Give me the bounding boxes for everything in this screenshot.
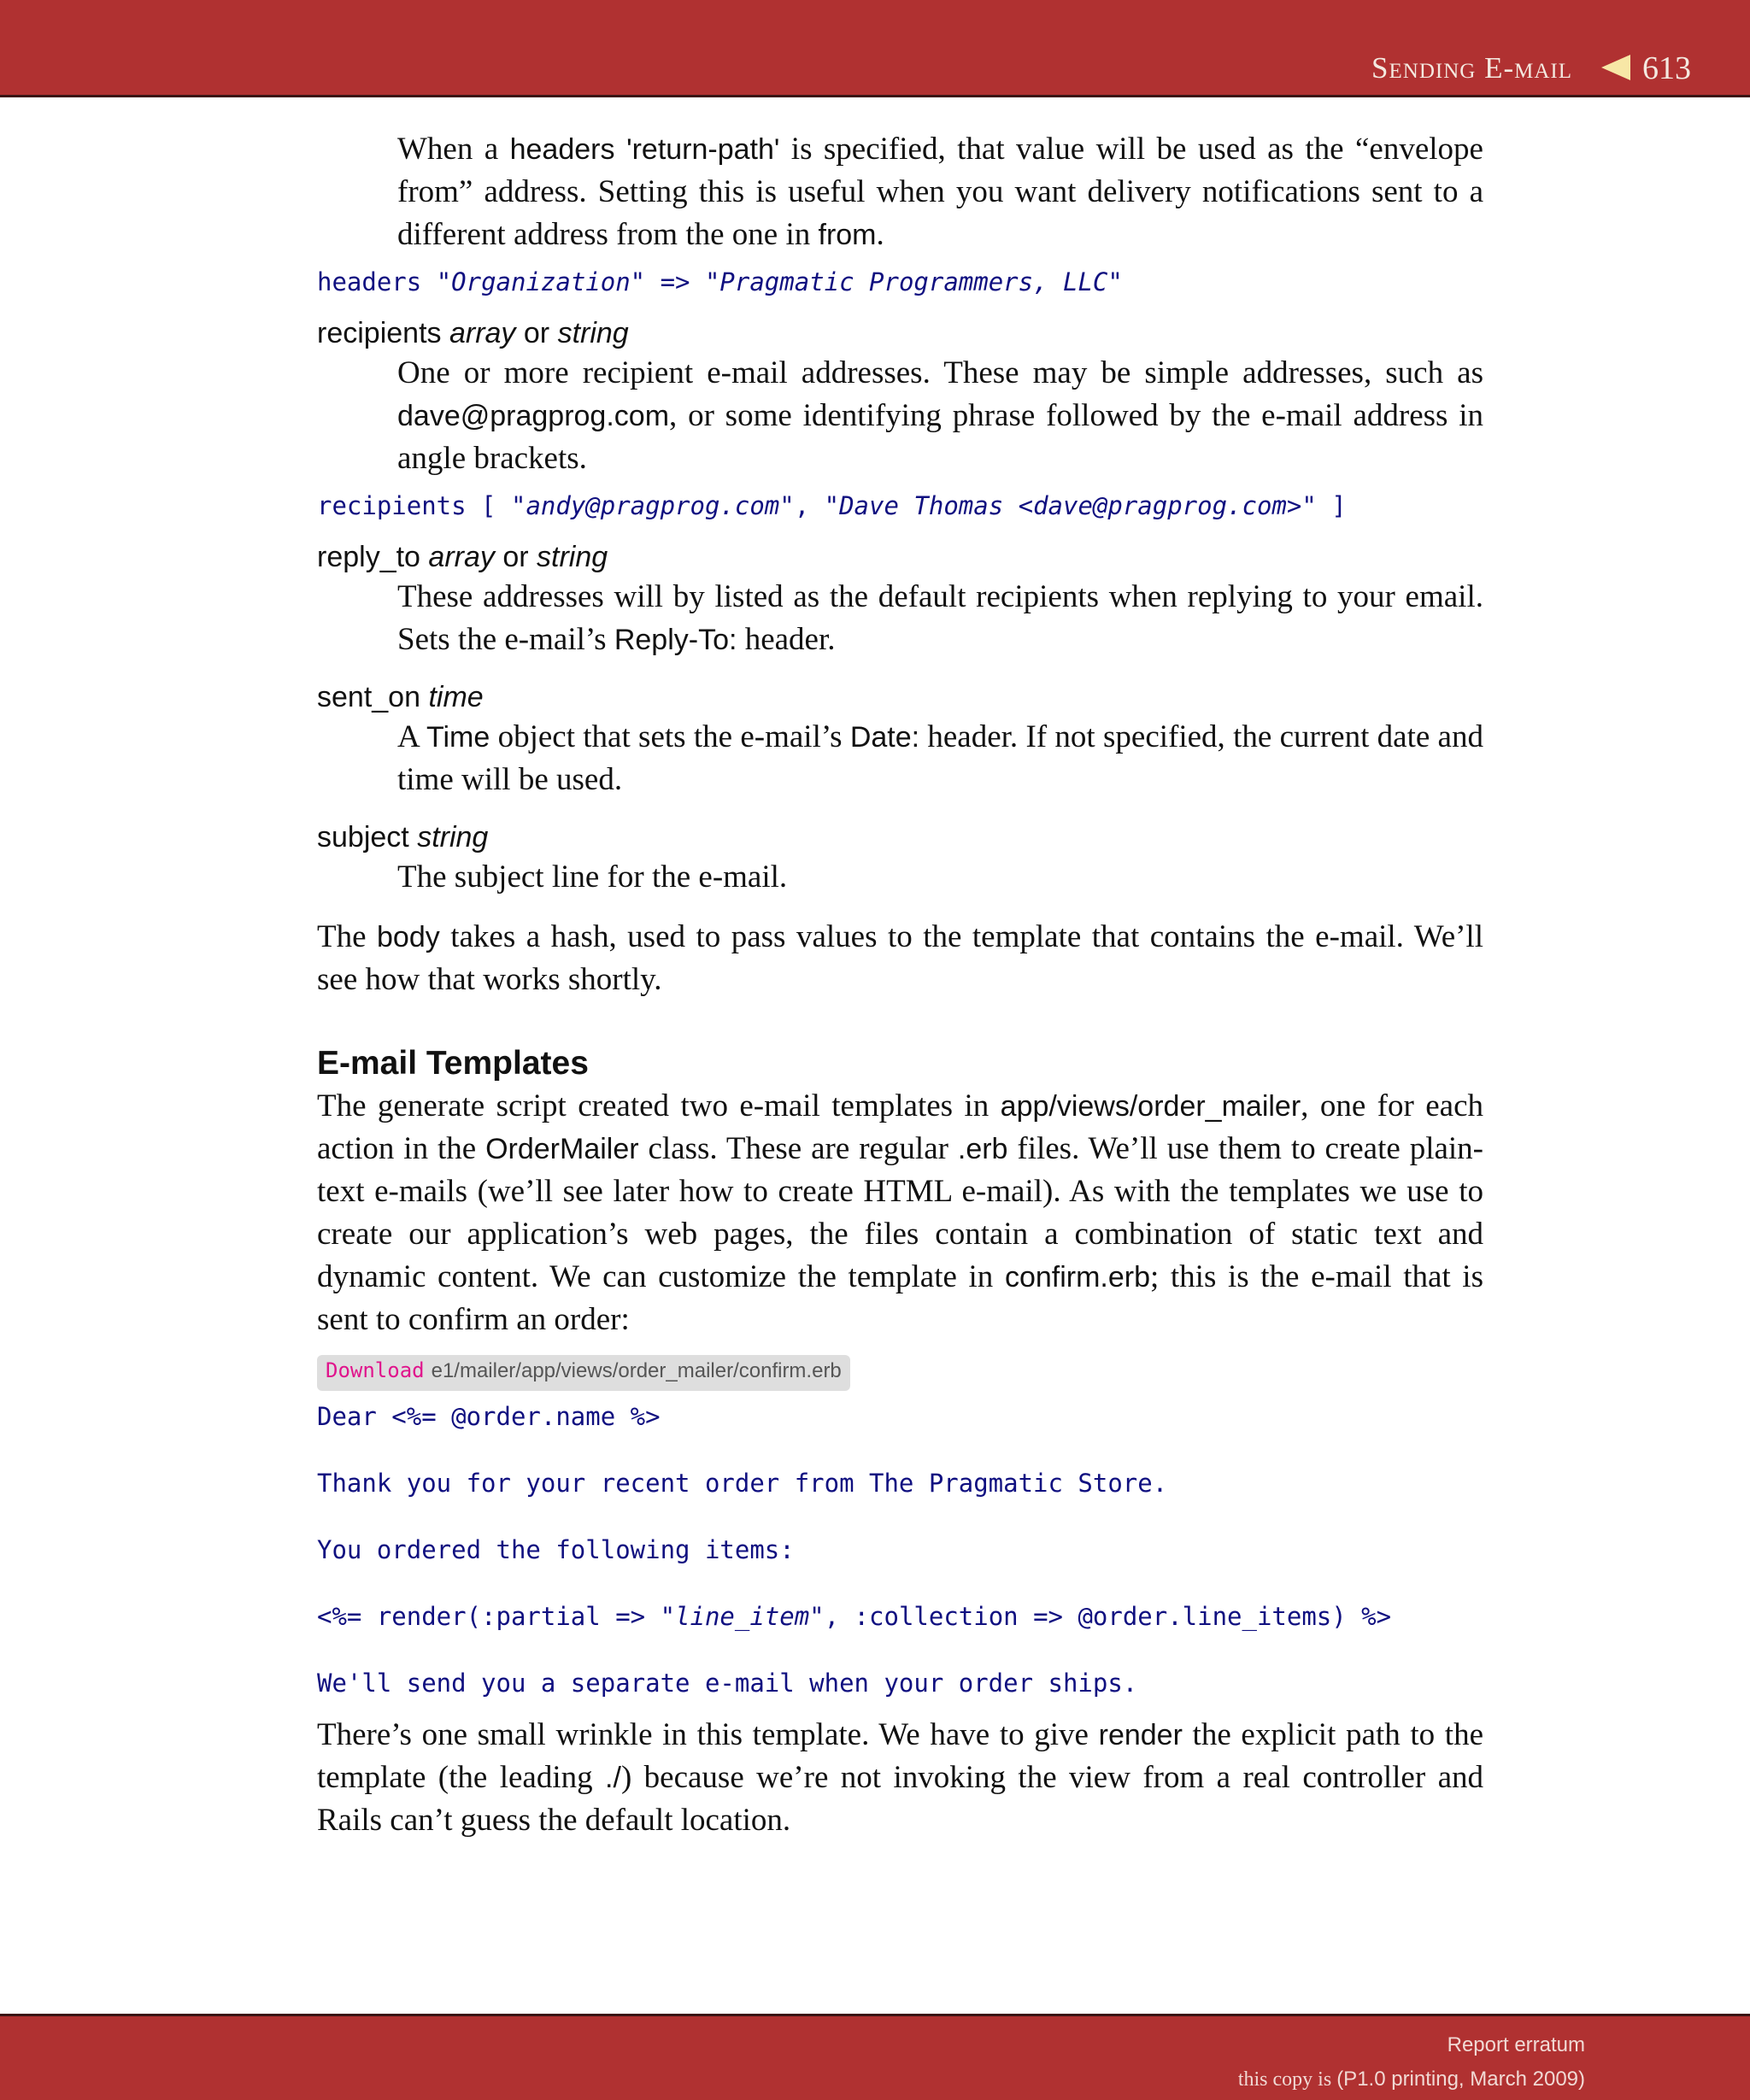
- recipients-term: recipients array or string: [317, 317, 629, 349]
- page-number: 613: [1642, 50, 1691, 86]
- subject-term: subject string: [317, 821, 489, 853]
- sent-on-term: sent_on time: [317, 681, 484, 713]
- sent-on-description: A Time object that sets the e-mail’s Date: header. If not specified, the current date and time will be used.: [397, 719, 1483, 797]
- templates-paragraph: The generate script created two e-mail templates in app/views/order_mailer, one for each action in the OrderMailer class. These are regular .erb files. We’ll use them to create plain-text e-mails (we’ll see later how to create HTML e-mail). As with the templates we use to create our application’s web pages, the files contain a combination of static text and dynamic content. We can customize the template in confirm.erb; this is the e-mail that is sent to confirm an order:: [317, 1088, 1483, 1337]
- return-path-paragraph: When a headers 'return-path' is specified, that value will be used as the “envelope from” address. Setting this is useful when you want delivery notifications sent to a different address from the one in from.: [397, 132, 1483, 252]
- reply-to-term: reply_to array or string: [317, 541, 608, 573]
- code-line: <%= render(:partial => "line_item", :collection => @order.line_items) %>: [317, 1602, 1392, 1631]
- download-box-wrapper: [317, 1355, 1483, 1391]
- download-link[interactable]: Download: [326, 1358, 425, 1382]
- body-paragraph: The body takes a hash, used to pass values to the template that contains the e-mail. We’ll see how that works shortly.: [317, 919, 1483, 997]
- code-line: You ordered the following items:: [317, 1535, 795, 1564]
- recipients-description: One or more recipient e-mail addresses. These may be simple addresses, such as dave@pragprog.com, or some identifying phrase followed by the e-mail address in angle brackets.: [397, 355, 1483, 476]
- copy-info: this copy is (P1.0 printing, March 2009): [1237, 2068, 1585, 2091]
- code-line: Dear <%= @order.name %>: [317, 1402, 661, 1431]
- reply-to-description: These addresses will by listed as the default recipients when replying to your email. Sets the e-mail’s Reply-To: header.: [397, 579, 1483, 657]
- report-erratum-link[interactable]: Report erratum: [1447, 2033, 1585, 2056]
- wrinkle-paragraph: There’s one small wrinkle in this template. We have to give render the explicit path to the template (the leading ./) because we’re not invoking the view from a real controller and Rails can’t guess the default location.: [317, 1717, 1484, 1838]
- footer-bar: [0, 2014, 1750, 2100]
- download-path[interactable]: e1/mailer/app/views/order_mailer/confirm.erb: [431, 1359, 842, 1382]
- section-title: Sending E-mail: [1371, 51, 1572, 85]
- subject-description: The subject line for the e-mail.: [397, 859, 788, 895]
- template-code-block: [317, 1399, 1483, 1700]
- section-heading: E-mail Templates: [317, 1045, 589, 1082]
- back-arrow-icon[interactable]: [1601, 55, 1630, 80]
- header-bar: [0, 0, 1750, 97]
- recipients-code-example: recipients [ "andy@pragprog.com", "Dave Thomas <dave@pragprog.com>" ]: [317, 491, 1347, 520]
- code-line: We'll send you a separate e-mail when your order ships.: [317, 1669, 1138, 1698]
- page-content: [317, 128, 1483, 1842]
- code-line: Thank you for your recent order from The Pragmatic Store.: [317, 1469, 1168, 1498]
- download-box[interactable]: [317, 1355, 850, 1391]
- headers-code-example: headers "Organization" => "Pragmatic Programmers, LLC": [317, 267, 1123, 296]
